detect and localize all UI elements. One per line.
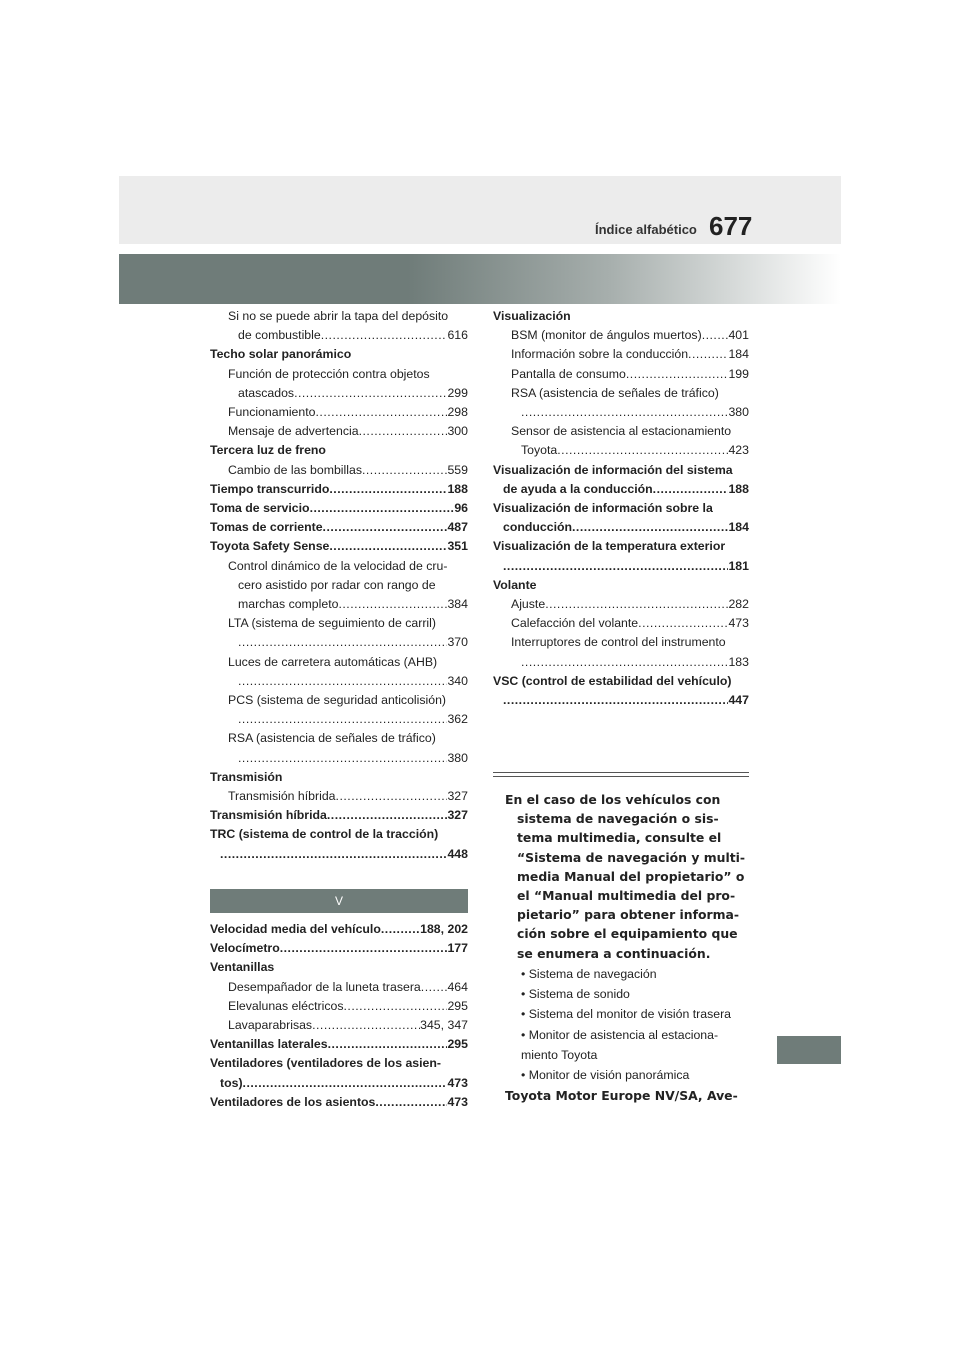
leader-dots [294, 384, 447, 403]
entry-page: 616 [447, 328, 468, 343]
leader-dots [653, 480, 729, 499]
leader-dots [688, 345, 728, 364]
index-entry: Volante [493, 577, 537, 592]
index-list-right [493, 307, 749, 710]
entry-page: 487 [447, 520, 468, 535]
index-entry [493, 595, 749, 614]
index-entry [210, 480, 468, 499]
note-line: tema multimedia, consulte el [517, 830, 722, 846]
entry-page: 351 [447, 539, 468, 554]
index-entry [210, 978, 468, 997]
entry-page: 473 [447, 1075, 468, 1090]
leader-dots [557, 441, 728, 460]
entry-term: Ventiladores de los asientos [210, 1094, 376, 1109]
note-line: ción sobre el equipamiento que [517, 926, 738, 942]
entry-term: de combustible [238, 328, 321, 343]
entry-page: 327 [447, 789, 468, 804]
entry-page: 177 [447, 941, 468, 956]
entry-page: 298 [447, 405, 468, 420]
index-entry: VSC (control de estabilidad del vehículo) [493, 673, 732, 688]
note-line: pietario” para obtener informa- [517, 907, 740, 923]
leader-dots [503, 557, 728, 576]
index-entry: Visualización de información del sistema [493, 462, 733, 477]
entry-term: Toyota [521, 443, 558, 458]
leader-dots [421, 978, 448, 997]
index-entry: Techo solar panorámico [210, 347, 352, 362]
entry-term: BSM (monitor de ángulos muertos) [511, 328, 702, 343]
index-entry: Ventanillas [210, 960, 275, 975]
leader-dots [243, 1074, 448, 1093]
entry-page: 188, 202 [420, 922, 468, 936]
index-entry [493, 653, 749, 672]
note-line: el “Manual multimedia del pro- [517, 888, 736, 904]
note-divider-bottom [493, 776, 749, 777]
entry-page: 183 [728, 654, 749, 669]
index-entry [210, 1074, 468, 1093]
index-entry [210, 422, 468, 441]
note-line: media Manual del propietario” o [517, 868, 745, 884]
leader-dots [521, 403, 728, 422]
index-entry [210, 710, 468, 729]
index-entry [210, 403, 468, 422]
index-entry: PCS (sistema de seguridad anticolisión) [228, 693, 447, 708]
entry-term: Velocímetro [210, 941, 280, 956]
index-entry [210, 499, 468, 518]
bullet-item: • Sistema del monitor de visión trasera [521, 1007, 732, 1022]
index-entry [493, 691, 749, 710]
leader-dots [638, 614, 728, 633]
bullet-item: • Sistema de sonido [521, 987, 630, 1002]
entry-page: 300 [447, 424, 468, 439]
index-column-right [493, 307, 749, 710]
index-entry [493, 614, 749, 633]
leader-dots [312, 1016, 420, 1035]
index-entry: Ventiladores (ventiladores de los asien- [210, 1056, 441, 1071]
entry-term: Toma de servicio [210, 501, 310, 516]
leader-dots [572, 518, 728, 537]
leader-dots [280, 939, 448, 958]
index-entry [210, 920, 468, 939]
leader-dots [381, 920, 420, 939]
index-entry [210, 384, 468, 403]
entry-term: de ayuda a la conducción [503, 481, 653, 496]
entry-term: Calefacción del volante [511, 616, 639, 631]
entry-term: marchas completo [238, 597, 339, 612]
entry-term: tos) [220, 1075, 243, 1090]
entry-page: 362 [447, 712, 468, 727]
note-line: sistema de navegación o sis- [517, 811, 719, 827]
entry-page: 96 [454, 501, 468, 516]
entry-page: 299 [447, 385, 468, 400]
entry-term: Desempañador de la luneta trasera [228, 979, 421, 994]
leader-dots [336, 787, 448, 806]
index-entry [210, 633, 468, 652]
entry-page: 473 [728, 616, 749, 631]
entry-term: Tiempo transcurrido [210, 481, 330, 496]
note-line: “Sistema de navegación y multi- [517, 849, 746, 865]
index-entry [210, 787, 468, 806]
index-entry [210, 518, 468, 537]
index-entry: LTA (sistema de seguimiento de carril) [228, 616, 436, 631]
entry-page: 188 [728, 481, 749, 496]
leader-dots [545, 595, 728, 614]
index-entry: TRC (sistema de control de la tracción) [210, 827, 439, 842]
index-entry: Tercera luz de freno [210, 443, 326, 458]
entry-term: Elevalunas eléctricos [228, 998, 344, 1013]
entry-page: 184 [728, 347, 749, 362]
equipment-bullet-list [521, 964, 751, 1085]
leader-dots [238, 672, 447, 691]
index-entry [210, 672, 468, 691]
leader-dots [338, 595, 447, 614]
entry-term: Velocidad media del vehículo [210, 922, 381, 936]
note-line: En el caso de los vehículos con [505, 792, 721, 807]
entry-term: atascados [238, 385, 295, 400]
entry-page: 464 [447, 979, 468, 994]
leader-dots [626, 365, 729, 384]
entry-page: 295 [447, 1037, 468, 1052]
entry-term: Ventanillas laterales [210, 1037, 328, 1052]
leader-dots [503, 691, 728, 710]
entry-page: 184 [728, 520, 749, 535]
note-footer-line: Toyota Motor Europe NV/SA, Ave- [505, 1088, 738, 1103]
leader-dots [702, 326, 729, 345]
leader-dots [220, 845, 447, 864]
entry-term: conducción [503, 520, 573, 535]
note-line: se enumera a continuación. [517, 945, 711, 961]
index-entry [493, 403, 749, 422]
section-title: Índice alfabético [595, 222, 697, 237]
index-entry: Transmisión [210, 769, 283, 784]
index-list-t [210, 307, 468, 864]
index-entry [493, 345, 749, 364]
index-entry [210, 845, 468, 864]
leader-dots [521, 653, 728, 672]
index-entry [210, 326, 468, 345]
entry-page: 199 [728, 366, 749, 381]
entry-page: 282 [728, 597, 749, 612]
index-entry [210, 1016, 468, 1035]
index-entry [493, 365, 749, 384]
entry-page: 340 [447, 673, 468, 688]
entry-term: Pantalla de consumo [511, 366, 626, 381]
entry-page: 473 [447, 1094, 468, 1109]
index-list-v [210, 920, 468, 1112]
note-divider-top [493, 772, 749, 773]
leader-dots [327, 806, 448, 825]
entry-page: 380 [728, 405, 749, 420]
index-entry [493, 326, 749, 345]
entry-page: 327 [447, 808, 468, 823]
index-entry: Función de protección contra objetos [228, 366, 430, 381]
header-gradient-bar [119, 254, 841, 304]
bullet-item: • Sistema de navegación [521, 967, 657, 981]
index-entry: Control dinámico de la velocidad de cru- [228, 558, 448, 573]
entry-page: 384 [447, 597, 468, 612]
leader-dots [359, 422, 448, 441]
entry-page: 401 [728, 328, 749, 343]
index-entry: Sensor de asistencia al estacionamiento [511, 424, 732, 439]
index-entry [210, 806, 468, 825]
index-entry [210, 939, 468, 958]
entry-page: 181 [728, 558, 749, 573]
index-entry: RSA (asistencia de señales de tráfico) [228, 731, 436, 746]
bullet-item: • Monitor de visión panorámica [521, 1068, 690, 1083]
leader-dots [329, 480, 447, 499]
entry-page: 380 [447, 750, 468, 765]
index-entry [493, 441, 749, 460]
index-entry [493, 480, 749, 499]
index-entry [210, 537, 468, 556]
entry-page: 423 [728, 443, 749, 458]
side-tab-marker [777, 1036, 841, 1064]
index-entry: cero asistido por radar con rango de [238, 577, 436, 592]
page-number: 677 [709, 211, 753, 241]
index-entry: Interruptores de control del instrumento [511, 635, 726, 650]
index-entry [210, 1093, 468, 1112]
bullet-item-continuation: miento Toyota [521, 1047, 598, 1062]
index-entry [210, 997, 468, 1016]
index-entry [493, 518, 749, 537]
index-entry [210, 595, 468, 614]
index-entry: Visualización de la temperatura exterior [493, 539, 726, 554]
leader-dots [316, 403, 448, 422]
leader-dots [375, 1093, 447, 1112]
entry-page: 559 [447, 462, 468, 477]
entry-term: Transmisión híbrida [228, 789, 336, 804]
index-entry [493, 557, 749, 576]
entry-page: 188 [447, 481, 468, 496]
entry-term: Tomas de corriente [210, 520, 323, 535]
entry-page: 345, 347 [420, 1018, 468, 1033]
entry-term: Lavaparabrisas [228, 1018, 313, 1033]
bullet-item: • Monitor de asistencia al estaciona- [521, 1027, 719, 1042]
index-column-left [210, 307, 468, 864]
index-column-left-v [210, 920, 468, 1112]
leader-dots [238, 749, 447, 768]
leader-dots [329, 537, 447, 556]
entry-term: Toyota Safety Sense [210, 539, 330, 554]
entry-term: Ajuste [511, 597, 546, 612]
leader-dots [310, 499, 455, 518]
index-entry: Luces de carretera automáticas (AHB) [228, 654, 438, 669]
entry-term: Mensaje de advertencia [228, 424, 359, 439]
entry-page: 295 [447, 998, 468, 1013]
entry-page: 370 [447, 635, 468, 650]
index-entry: Visualización de información sobre la [493, 501, 713, 516]
leader-dots [323, 518, 448, 537]
leader-dots [238, 710, 447, 729]
leader-dots [238, 633, 447, 652]
entry-term: Cambio de las bombillas [228, 462, 362, 477]
leader-dots [344, 997, 448, 1016]
entry-term: Información sobre la conducción [511, 347, 689, 362]
index-entry [210, 1035, 468, 1054]
entry-page: 447 [728, 693, 749, 708]
letter-header-v: V [210, 889, 468, 913]
index-entry [210, 461, 468, 480]
index-entry: Visualización [493, 309, 571, 323]
leader-dots [321, 326, 448, 345]
navigation-note [505, 790, 751, 963]
index-entry: RSA (asistencia de señales de tráfico) [511, 385, 719, 400]
entry-term: Transmisión híbrida [210, 808, 327, 823]
index-entry: Si no se puede abrir la tapa del depósito [228, 309, 449, 323]
entry-term: Funcionamiento [228, 405, 316, 420]
leader-dots [362, 461, 448, 480]
leader-dots [328, 1035, 448, 1054]
entry-page: 448 [447, 846, 468, 861]
index-entry [210, 749, 468, 768]
